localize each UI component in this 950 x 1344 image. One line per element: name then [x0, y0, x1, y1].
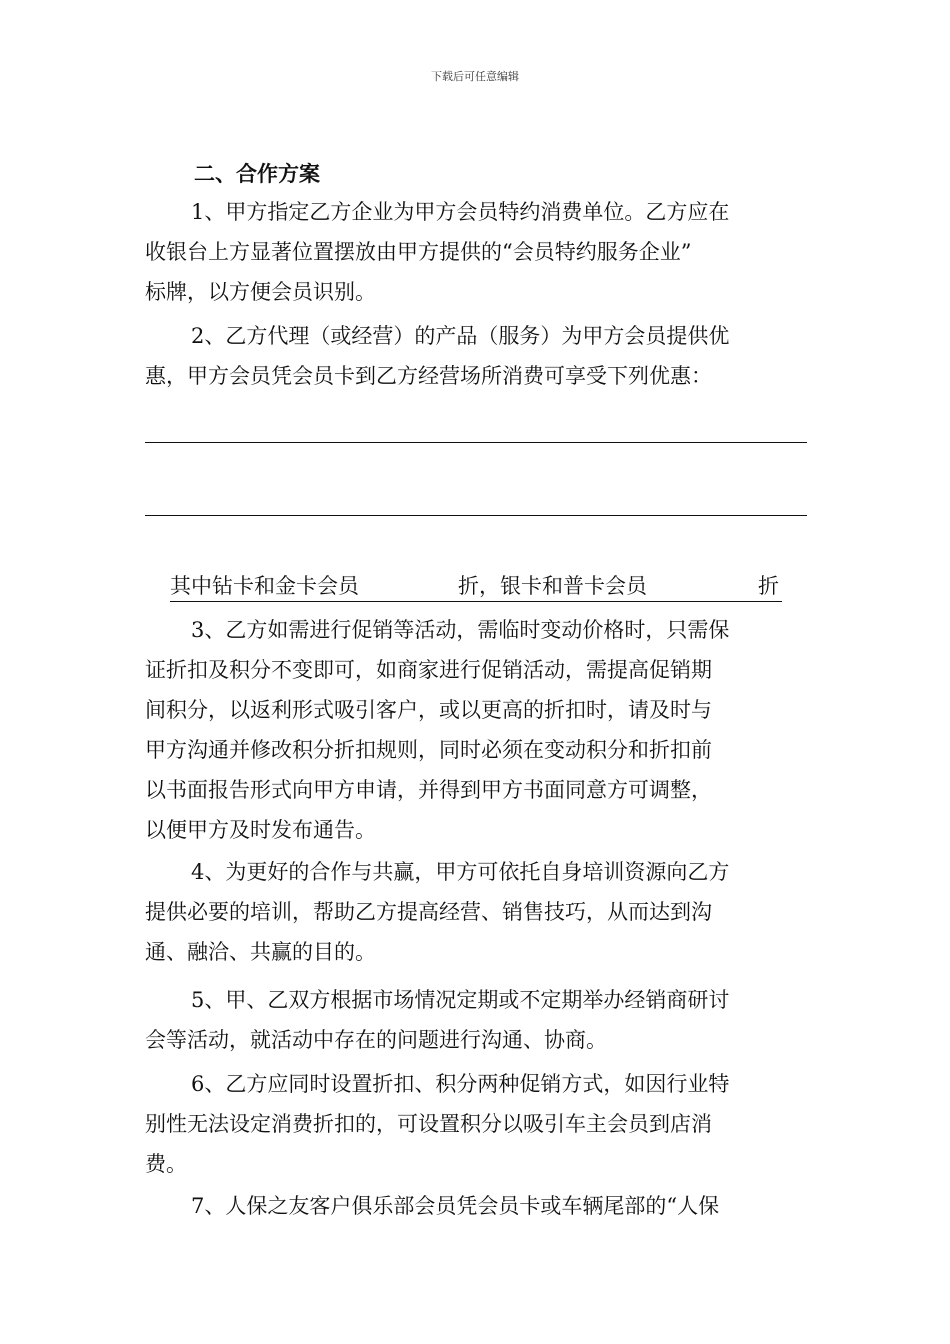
- clause-3-paragraph: [145, 610, 807, 850]
- clause-2-paragraph: [145, 316, 807, 396]
- clause-2-line: 惠，甲方会员凭会员卡到乙方经营场所消费可享受下列优惠：: [145, 364, 712, 388]
- clause-3-line: 甲方沟通并修改积分折扣规则，同时必须在变动积分和折扣前: [145, 738, 712, 762]
- section-title: 二、合作方案: [194, 161, 320, 186]
- clause-3-line: 以便甲方及时发布通告。: [145, 818, 376, 842]
- clause-6-paragraph: [145, 1064, 807, 1184]
- clause-4-paragraph: [145, 852, 807, 972]
- clause-1-line: 标牌，以方便会员识别。: [145, 280, 376, 304]
- clause-5-line: 5、甲、乙双方根据市场情况定期或不定期举办经销商研讨: [191, 988, 730, 1012]
- clause-4-line: 4、为更好的合作与共赢，甲方可依托自身培训资源向乙方: [191, 860, 730, 884]
- clause-6-line: 费。: [145, 1152, 187, 1176]
- fill-in-blank-line: [145, 442, 807, 443]
- discount-text-gold: 其中钻卡和金卡会员: [170, 574, 359, 598]
- discount-row: [170, 566, 782, 602]
- discount-underline: [170, 601, 782, 602]
- clause-6-line: 别性无法设定消费折扣的，可设置积分以吸引车主会员到店消: [145, 1112, 712, 1136]
- fill-in-blank-line: [145, 515, 807, 516]
- clause-7-line: 7、人保之友客户俱乐部会员凭会员卡或车辆尾部的“人保: [191, 1194, 720, 1218]
- discount-text-silver: 折，银卡和普卡会员: [458, 574, 647, 598]
- clause-5-paragraph: [145, 980, 807, 1060]
- clause-5-line: 会等活动，就活动中存在的问题进行沟通、协商。: [145, 1028, 607, 1052]
- clause-4-line: 提供必要的培训，帮助乙方提高经营、销售技巧，从而达到沟: [145, 900, 712, 924]
- clause-4-line: 通、融洽、共赢的目的。: [145, 940, 376, 964]
- clause-3-line: 证折扣及积分不变即可，如商家进行促销活动，需提高促销期: [145, 658, 712, 682]
- clause-1-paragraph: [145, 192, 807, 312]
- header-note: 下载后可任意编辑: [431, 70, 519, 83]
- clause-2-line: 2、乙方代理（或经营）的产品（服务）为甲方会员提供优: [191, 324, 730, 348]
- clause-3-line: 以书面报告形式向甲方申请，并得到甲方书面同意方可调整，: [145, 778, 712, 802]
- clause-1-line: 1、甲方指定乙方企业为甲方会员特约消费单位。乙方应在: [191, 200, 730, 224]
- clause-3-line: 间积分，以返利形式吸引客户，或以更高的折扣时，请及时与: [145, 698, 712, 722]
- clause-3-line: 3、乙方如需进行促销等活动，需临时变动价格时，只需保: [191, 618, 730, 642]
- discount-text-end: 折: [758, 574, 779, 598]
- clause-1-line: 收银台上方显著位置摆放由甲方提供的“会员特约服务企业”: [145, 240, 692, 264]
- clause-6-line: 6、乙方应同时设置折扣、积分两种促销方式，如因行业特: [191, 1072, 730, 1096]
- clause-7-paragraph: [145, 1186, 807, 1226]
